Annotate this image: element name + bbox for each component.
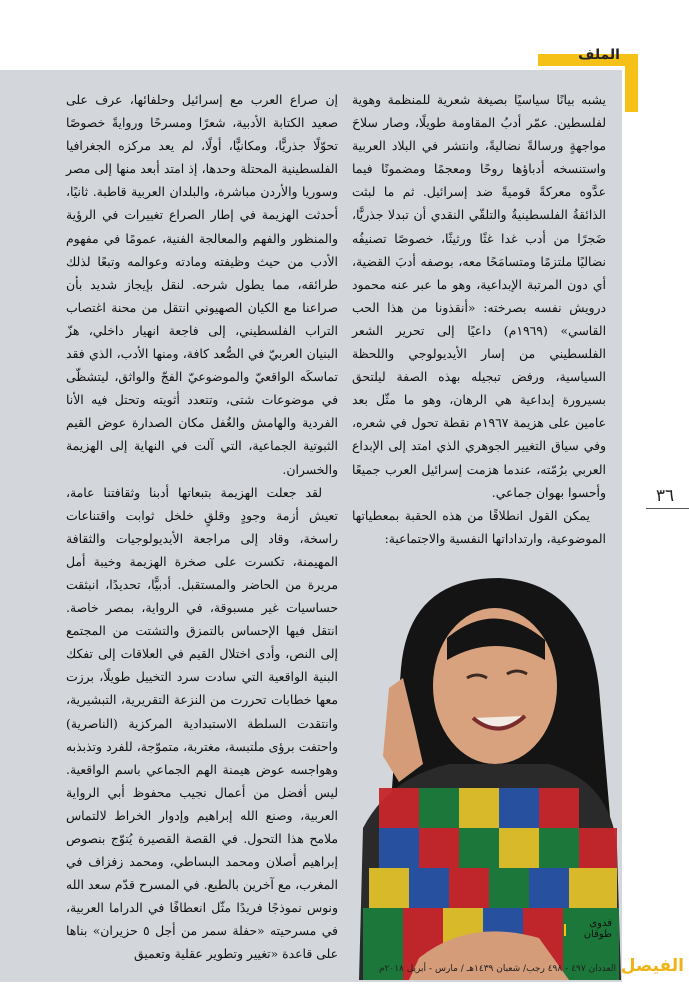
paragraph: يشبه بيانًا سياسيًا بصيغة شعرية للمنظمة وهوية لفلسطين. عمّر أدبُ المقاومة طويلًا، وصار سلاحَ مواجهةٍ ورسالةً نضاليةً، وانتشر في البلاد العربية واستنسخه أدباؤها روحًا ومعجمًا ومضمونًا فيما عدَّوه معركةً قوميةً ضد إسرائيل. ثم ما لبثت الذائقةُ الفلسطينيةُ والتلقّي النقدي أن تبدلا جذريًّا، ضَجرًا من أدب غدا غثًا ورثيثًا، خصوصًا تصنيفُه نضاليًا ملتزمًا ومتسامَحًا معه، بوصفه أدبَ القضية، أي دون المرتبة الإبداعية، وهو ما عبر عنه محمود درويش نفسه بصرخته: «أنقذونا من هذا الحب القاسي» (١٩٦٩م) داعيًا إلى تحرير الشعر الفلسطيني من إسار الأيديولوجي واللحظة السياسية، ورفض تبجيله بهذه الصفة ليلتحق بسيرورة إبداعية هي الرهان، وهو ما مثّل بعد عامين على هزيمة ١٩٦٧م نقطة تحول في شعره، وفي سياق التغيير الجوهري الذي امتد إلى الإبداع العربي برُمّته، عندما هزمت إسرائيل العرب جميعًا وأحسوا بهوان جماعي.	[352, 92, 607, 500]
page-number: ٣٦	[655, 486, 675, 506]
article-column-right	[352, 88, 606, 550]
caption-accent	[564, 924, 566, 936]
section-title: الملف	[578, 47, 620, 63]
photo-caption: فدوى طوقان	[583, 918, 612, 940]
paragraph: إن صراع العرب مع إسرائيل وحلفائها، عرف على صعيد الكتابة الأدبية، شعرًا ومسرحًا وروايةً خصوصًا تحوّلًا جذريًّا، ومكانيًّا، أولًا، لم يعد مركزه الجغرافيا الفلسطينية المحتلة وحدها، إذ امتد أبعد منها إلى مصر وسوريا والأردن مباشرة، والبلدان العربية قاطبة. ثانيًا، أحدثت الهزيمة في إطار الصراع تغييرات في الرؤية والمنظور والفهم والمعالجة الفنية، عمومًا في مفهوم الأدب من حيث وظيفته ومادته وعوالمه وتبعًا لذلك طرائقه، مما يطول شرحه. لنقل بإيجاز شديد بأن صراعنا مع الكيان الصهيوني انتقل من محنة اغتصاب التراب الفلسطيني، إلى فاجعة انهيار داخلي، هزّ البنيان العربيّ في الصُّعد كافة، ومنها الأدب، الذي فقد تماسكَه الواقعيّ والموضوعيّ الفجّ والواثق، ليتشظّى في موضوعات شتى، وتتعدد أثويته وتحتل فيه الأنا الفردية والهامش والغُفل مكان الصدارة عوض القيم الثبوتية الجماعية، التي آلت في النهاية إلى الهزيمة والخسران.	[66, 92, 338, 477]
section-accent-bar-vertical	[625, 54, 638, 112]
magazine-logo: الفيصل	[620, 956, 684, 976]
paragraph: يمكن القول انطلاقًا من هذه الحقبة بمعطياتها الموضوعية، وارتداداتها النفسية والاجتماعية:	[352, 507, 606, 546]
issue-info: العددان ٤٩٧ - ٤٩٨ رجب/ شعبان ١٤٣٩هـ / مارس - أبريل ٢٠١٨م	[378, 964, 616, 974]
paragraph: لقد جعلت الهزيمة بتبعاتها أدبنا وثقافتنا عامة، تعيش أزمة وجودٍ وقلقٍ خلخل ثوابت واقتناعات راسخة، وقاد إلى مراجعة الأيديولوجيات والثقافة المهيمنة، تكسرت على صخرة الهزيمة وخيبة أمل مريرة من الحاضر والمستقبل. أدبيًّا، تحديدًا، انبثقت حساسيات غير مسبوقة، في الرواية، بمصر خاصة. انتقل فيها الإحساس بالتمزق والتشتت من المجتمع إلى النص، وأدى اختلال القيم في العلاقات إلى تفكك البنية الواقعية التي سادت سرد التخييل طويلًا، برزت معها خطابات تحررت من النزعة التقريرية، التبشيرية، وانتقدت السلطة الاستبدادية المركزية (الناصرية) واحتفت برؤى ملتبسة، مغتربة، متموّجة، للفرد وتذبذبه وهواجسه عوض هيمنة الهم الجماعي باسم الواقعية. ليس أفضل من أعمال نجيب محفوظ أبي الرواية العربية، وصنع الله إبراهيم وإدوار الخراط لالتماس ملامح هذا التحول. في القصة القصيرة يُتوّج بنصوص إبراهيم أصلان ومحمد البساطي، ومحمد زفزاف في المغرب، مع آخرين بالطبع. في المسرح قدّم سعد الله ونوس نموذجًا فريدًا مثّل انعطافًا في الدراما العربية، في مسرحيته «حفلة سمر من أجل ٥ حزيران» بناها على قاعدة «تغيير وتطوير عقلية وتعميق	[66, 484, 338, 962]
article-column-left	[66, 88, 338, 966]
page-number-rule	[646, 508, 689, 509]
